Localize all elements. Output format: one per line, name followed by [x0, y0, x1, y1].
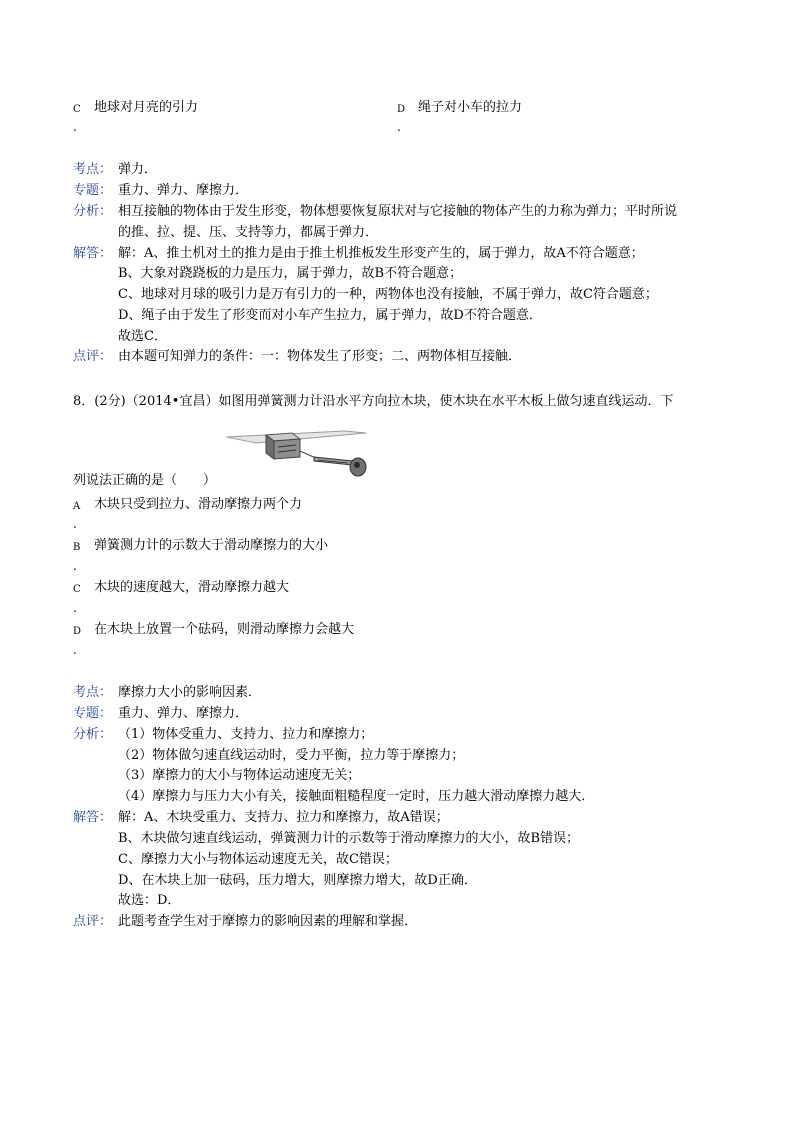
option-d-letter: D [397, 104, 406, 115]
jieda-line: C、地球对月球的吸引力是万有引力的一种，两物体也没有接触，不属于弹力，故C符合题意； [118, 287, 658, 302]
option-b-dot: . [73, 559, 77, 573]
option-d-dot: . [73, 643, 77, 657]
dianping-label: 点评： [73, 914, 113, 929]
jieda-label: 解答： [73, 810, 113, 825]
fenxi-label: 分析： [73, 204, 113, 219]
option-c-letter: C [73, 104, 81, 115]
option-c-letter: C [73, 584, 81, 595]
option-c-text: 地球对月亮的引力 [94, 100, 199, 115]
dianping-text: 由本题可知弹力的条件：一：物体发生了形变；二、两物体相互接触． [118, 349, 522, 364]
fenxi-line: 的推、拉、提、压、支持等力，都属于弹力． [118, 225, 379, 240]
fenxi-line: （2）物体做匀速直线运动时，受力平衡，拉力等于摩擦力； [118, 748, 465, 763]
kaodian-text: 摩擦力大小的影响因素． [118, 685, 262, 700]
fenxi-label: 分析： [73, 727, 113, 742]
kaodian-label: 考点： [73, 162, 113, 177]
jieda-line: 故选：D． [118, 893, 181, 908]
jieda-line: D、在木块上加一砝码，压力增大，则摩擦力增大，故D正确． [118, 873, 477, 888]
option-a-text: 木块只受到拉力、滑动摩擦力两个力 [94, 497, 303, 512]
jieda-line: B、大象对跷跷板的力是压力，属于弹力，故B不符合题意； [118, 266, 463, 281]
fenxi-line: （3）摩擦力的大小与物体运动速度无关； [118, 768, 361, 783]
question-8-stem: 8．(2分)（2014•宜昌）如图用弹簧测力计沿水平方向拉木块，使木块在水平木板上做匀速直线运动．下 [73, 394, 674, 409]
jieda-line: 解：A、木块受重力、支持力、拉力和摩擦力，故A错误； [118, 810, 449, 825]
option-c-dot: . [73, 601, 77, 615]
jieda-label: 解答： [73, 246, 113, 261]
option-b-text: 弹簧测力计的示数大于滑动摩擦力的大小 [94, 538, 329, 553]
option-d-dot: . [397, 120, 401, 134]
zhuanti-label: 专题： [73, 183, 113, 198]
dianping-text: 此题考查学生对于摩擦力的影响因素的理解和掌握． [118, 914, 418, 929]
jieda-line: D、绳子由于发生了形变而对小车产生拉力，属于弹力，故D不符合题意． [118, 308, 542, 323]
kaodian-text: 弹力． [118, 162, 158, 177]
dianping-label: 点评： [73, 349, 113, 364]
jieda-line: B、木块做匀速直线运动，弹簧测力计的示数等于滑动摩擦力的大小，故B错误； [118, 831, 580, 846]
zhuanti-label: 专题： [73, 706, 113, 721]
option-d-letter: D [73, 626, 82, 637]
spring-scale-block-illustration [226, 423, 370, 485]
jieda-line: 故选C． [118, 329, 167, 344]
option-c-dot: . [73, 120, 77, 134]
kaodian-label: 考点： [73, 685, 113, 700]
zhuanti-text: 重力、弹力、摩擦力． [118, 706, 249, 721]
fenxi-line: （4）摩擦力与压力大小有关，接触面粗糙程度一定时，压力越大滑动摩擦力越大． [118, 789, 595, 804]
zhuanti-text: 重力、弹力、摩擦力． [118, 183, 249, 198]
fenxi-line: （1）物体受重力、支持力、拉力和摩擦力； [118, 727, 374, 742]
fenxi-line: 相互接触的物体由于发生形变，物体想要恢复原状对与它接触的物体产生的力称为弹力；平时所说 [118, 204, 678, 219]
option-a-dot: . [73, 517, 77, 531]
option-c-text: 木块的速度越大，滑动摩擦力越大 [94, 580, 290, 595]
option-d-text: 绳子对小车的拉力 [418, 100, 523, 115]
option-b-letter: B [73, 542, 81, 553]
jieda-line: C、摩擦力大小与物体运动速度无关，故C错误； [118, 852, 398, 867]
option-a-letter: A [73, 501, 81, 512]
question-8-stem: 列说法正确的是（ ） [73, 473, 217, 488]
jieda-line: 解：A、推土机对土的推力是由于推土机推板发生形变产生的，属于弹力，故A不符合题意； [118, 246, 644, 261]
option-d-text: 在木块上放置一个砝码，则滑动摩擦力会越大 [94, 622, 355, 637]
